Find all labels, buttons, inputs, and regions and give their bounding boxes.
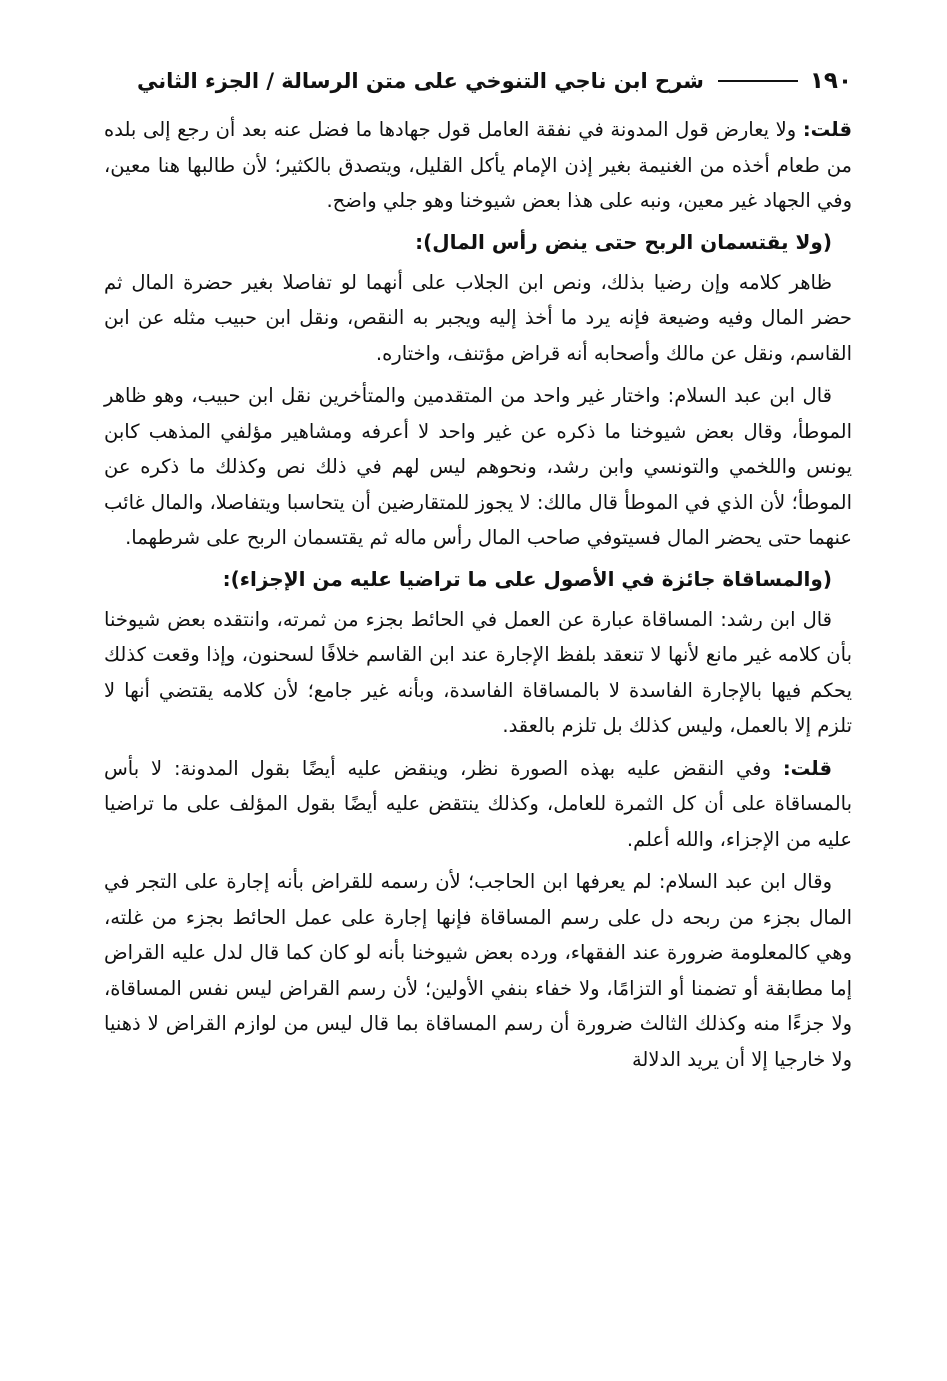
paragraph <box>104 378 852 556</box>
paragraph <box>104 602 852 744</box>
paragraph-text: وقال ابن عبد السلام: لم يعرفها ابن الحاجب؛ لأن رسمه للقراض بأنه إجارة على التجر في المال بجزء من ربحه دل على رسم المساقاة فإنها إجارة على عمل الحائط بجزء من غلته، وهي كالمعلومة ضرورة عند الفقهاء، ورده بعض شيوخنا بأنه لو كان كما قال لدل عليه القراض إما مطابقة أو تضمنا أو التزامًا، ولا خفاء بنفي الأولين؛ لأن رسم القراض ليس نفس المساقاة، ولا جزءًا منه وكذلك الثالث ضرورة أن رسم المساقاة بما قال ليس من لوازم القراض لا ذهنيا ولا خارجيا إلا أن يريد الدلالة <box>104 870 852 1071</box>
paragraph-text: قال ابن رشد: المساقاة عبارة عن العمل في الحائط بجزء من ثمرته، وانتقده بعض شيوخنا بأن كلامه غير مانع لأنها لا تنعقد بلفظ الإجارة عند ابن القاسم خلافًا لسحنون، وإذا وقعت كذلك يحكم فيها بالإجارة الفاسدة لا بالمساقاة الفاسدة، وبأنه غير جامع؛ لأن كلامه يقتضي أنها لا تلزم إلا بالعمل، وليس كذلك بل تلزم بالعقد. <box>104 607 852 737</box>
header-rule <box>718 80 798 82</box>
section-heading: (والمساقاة جائزة في الأصول على ما تراضيا عليه من الإجزاء): <box>222 566 832 591</box>
paragraph-text: قال ابن عبد السلام: واختار غير واحد من المتقدمين والمتأخرين نقل ابن حبيب، وهو ظاهر الموطأ، وقال بعض شيوخنا ما ذكره عن غير واحد لا أعرفه ومشاهير مؤلفي المذهب كابن يونس واللخمي والتونسي وابن رشد، ونحوهم ليس لهم في ذلك نص وكذلك ما ذكره عن الموطأ؛ لأن الذي في الموطأ قال مالك: لا يجوز للمتقارضين أن يتحاسبا ويتفاصلا، والمال غائب عنهما حتى يحضر المال فسيتوفي صاحب المال رأس ماله ثم يقتسمان الربح على شرطهما. <box>104 384 852 549</box>
paragraph-text: ظاهر كلامه وإن رضيا بذلك، ونص ابن الجلاب على أنهما لو تفاصلا بغير حضرة المال ثم حضر المال وفيه وضيعة فإنه يرد ما أخذ إليه ويجبر به النقص، ونقل ابن حبيب مثله عن ابن القاسم، ونقل عن مالك وأصحابه أنه قراض مؤتنف، واختاره. <box>104 270 852 365</box>
running-title: شرح ابن ناجي التنوخي على متن الرسالة / الجزء الثاني <box>137 69 704 93</box>
page-number: ١٩٠ <box>809 68 852 94</box>
page-body <box>104 112 852 1077</box>
paragraph <box>104 112 852 219</box>
paragraph <box>104 864 852 1077</box>
paragraph-lead: قلت: <box>782 756 832 780</box>
page-header <box>104 60 852 102</box>
paragraph-lead: قلت: <box>802 118 852 141</box>
section-heading: (ولا يقتسمان الربح حتى ينض رأس المال): <box>415 229 832 254</box>
book-page <box>104 60 852 1077</box>
paragraph-text: وفي النقض عليه بهذه الصورة نظر، وينقض عليه أيضًا بقول المدونة: لا بأس بالمساقاة على أن كل الثمرة للعامل، وكذلك ينتقض عليه أيضًا بقول المؤلف على ما تراضيا عليه من الإجزاء، والله أعلم. <box>104 756 852 851</box>
paragraph <box>104 751 852 858</box>
paragraph <box>104 265 852 372</box>
paragraph-text: ولا يعارض قول المدونة في نفقة العامل قول جهادها ما فضل عنه بعد أن رجع إلى بلده من طعام أخذه من الغنيمة بغير إذن الإمام يأكل القليل، ويتصدق بالكثير؛ لأن طالبها هنا معين، وفي الجهاد غير معين، ونبه على هذا بعض شيوخنا وهو جلي واضح. <box>104 118 852 212</box>
